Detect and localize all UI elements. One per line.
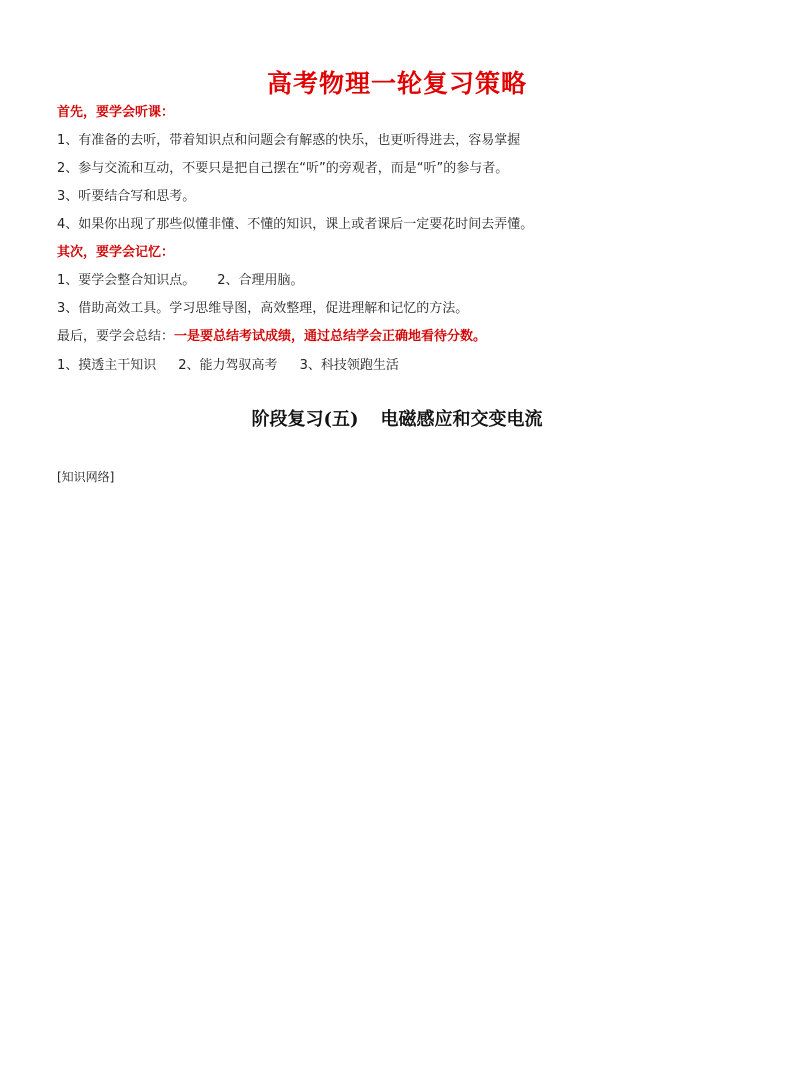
summary-label: 最后，要学会总结： <box>57 329 175 344</box>
section-title-right: 电磁感应和交变电流 <box>380 409 543 430</box>
summary-item-3: 3、科技领跑生活 <box>299 358 399 373</box>
listen-item-2: 2、参与交流和互动，不要只是把自己摆在“听”的旁观者，而是“听”的参与者。 <box>57 161 509 176</box>
listen-heading: 首先，要学会听课： <box>57 105 175 120</box>
memory-item-row-1 <box>57 272 304 290</box>
summary-line <box>57 328 486 346</box>
memory-item-1: 1、要学会整合知识点。 <box>57 273 196 288</box>
summary-item-2: 2、能力驾驭高考 <box>178 358 278 373</box>
section-title <box>0 405 794 431</box>
section-title-left: 阶段复习(五) <box>251 409 359 430</box>
memory-item-3: 3、借助高效工具。学习思维导图，高效整理，促进理解和记忆的方法。 <box>57 301 469 316</box>
memory-heading: 其次，要学会记忆： <box>57 245 175 260</box>
listen-item-3: 3、听要结合写和思考。 <box>57 189 196 204</box>
summary-item-1: 1、摸透主干知识 <box>57 358 157 373</box>
summary-emphasis: 一是要总结考试成绩，通过总结学会正确地看待分数。 <box>174 329 487 344</box>
listen-item-1: 1、有准备的去听，带着知识点和问题会有解惑的快乐，也更听得进去，容易掌握 <box>57 133 521 148</box>
knowledge-network-tag: [知识网络] <box>57 470 115 484</box>
page-title: 高考物理一轮复习策略 <box>266 69 527 98</box>
listen-item-4: 4、如果你出现了那些似懂非懂、不懂的知识，课上或者课后一定要花时间去弄懂。 <box>57 217 534 232</box>
memory-item-2: 2、合理用脑。 <box>217 273 304 288</box>
summary-items-row <box>57 357 399 375</box>
